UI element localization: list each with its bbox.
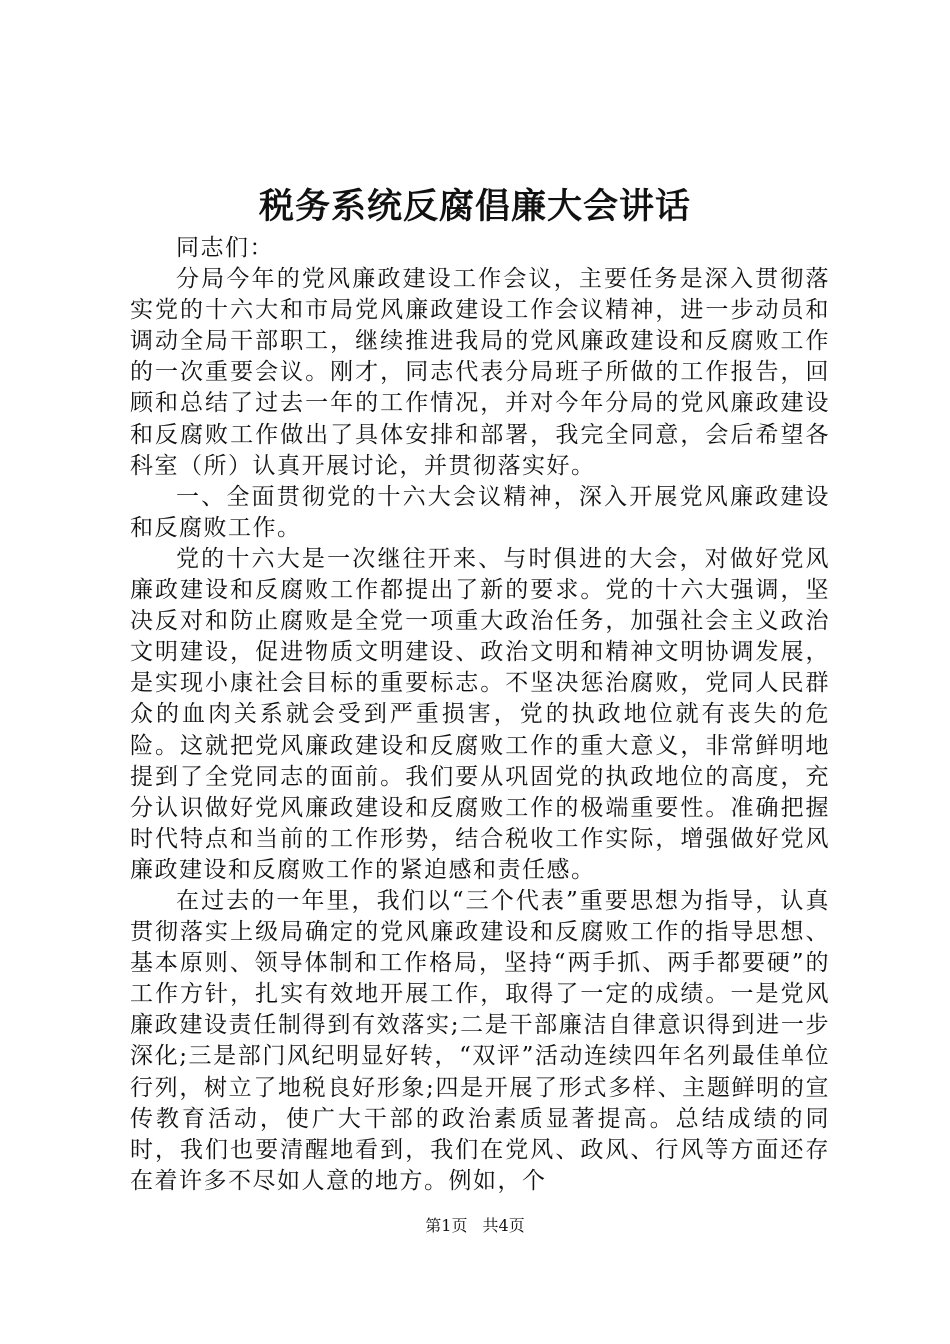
body-paragraph: 分局今年的党风廉政建设工作会议，主要任务是深入贯彻落实党的十六大和市局党风廉政建设工作会议精神，进一步动员和调动全局干部职工，继续推进我局的党风廉政建设和反腐败工作的一次重要会议。刚才，同志代表分局班子所做的工作报告，回顾和总结了过去一年的工作情况，并对今年分局的党风廉政建设和反腐败工作做出了具体安排和部署，我完全同意，会后希望各科室（所）认真开展讨论，并贯彻落实好。 xyxy=(130,266,830,479)
document-title: 税务系统反腐倡廉大会讲话 xyxy=(258,186,691,227)
page-number: 第1页 xyxy=(425,1216,468,1235)
document-body xyxy=(130,233,830,1197)
body-paragraph: 在过去的一年里，我们以“三个代表”重要思想为指导，认真贯彻落实上级局确定的党风廉政建设和反腐败工作的指导思想、基本原则、领导体制和工作格局，坚持“两手抓、两手都要硬”的工作方针，扎实有效地开展工作，取得了一定的成绩。一是党风廉政建设责任制得到有效落实;二是干部廉洁自律意识得到进一步深化;三是部门风纪明显好转，“双评”活动连续四年名列最佳单位行列，树立了地税良好形象;四是开展了形式多样、主题鲜明的宣传教育活动，使广大干部的政治素质显著提高。总结成绩的同时，我们也要清醒地看到，我们在党风、政风、行风等方面还存在着许多不尽如人意的地方。例如，个 xyxy=(130,887,830,1194)
page-total: 共4页 xyxy=(482,1216,525,1235)
section-heading: 一、全面贯彻党的十六大会议精神，深入开展党风廉政建设和反腐败工作。 xyxy=(130,483,830,541)
page-footer xyxy=(0,1215,950,1237)
salutation: 同志们： xyxy=(176,235,274,261)
body-paragraph: 党的十六大是一次继往开来、与时俱进的大会，对做好党风廉政建设和反腐败工作都提出了新的要求。党的十六大强调，坚决反对和防止腐败是全党一项重大政治任务，加强社会主义政治文明建设，促进物质文明建设、政治文明和精神文明协调发展，是实现小康社会目标的重要标志。不坚决惩治腐败，党同人民群众的血肉关系就会受到严重损害，党的执政地位就有丧失的危险。这就把党风廉政建设和反腐败工作的重大意义，非常鲜明地提到了全党同志的面前。我们要从巩固党的执政地位的高度，充分认识做好党风廉政建设和反腐败工作的极端重要性。准确把握时代特点和当前的工作形势，结合税收工作实际，增强做好党风廉政建设和反腐败工作的紧迫感和责任感。 xyxy=(130,545,830,883)
